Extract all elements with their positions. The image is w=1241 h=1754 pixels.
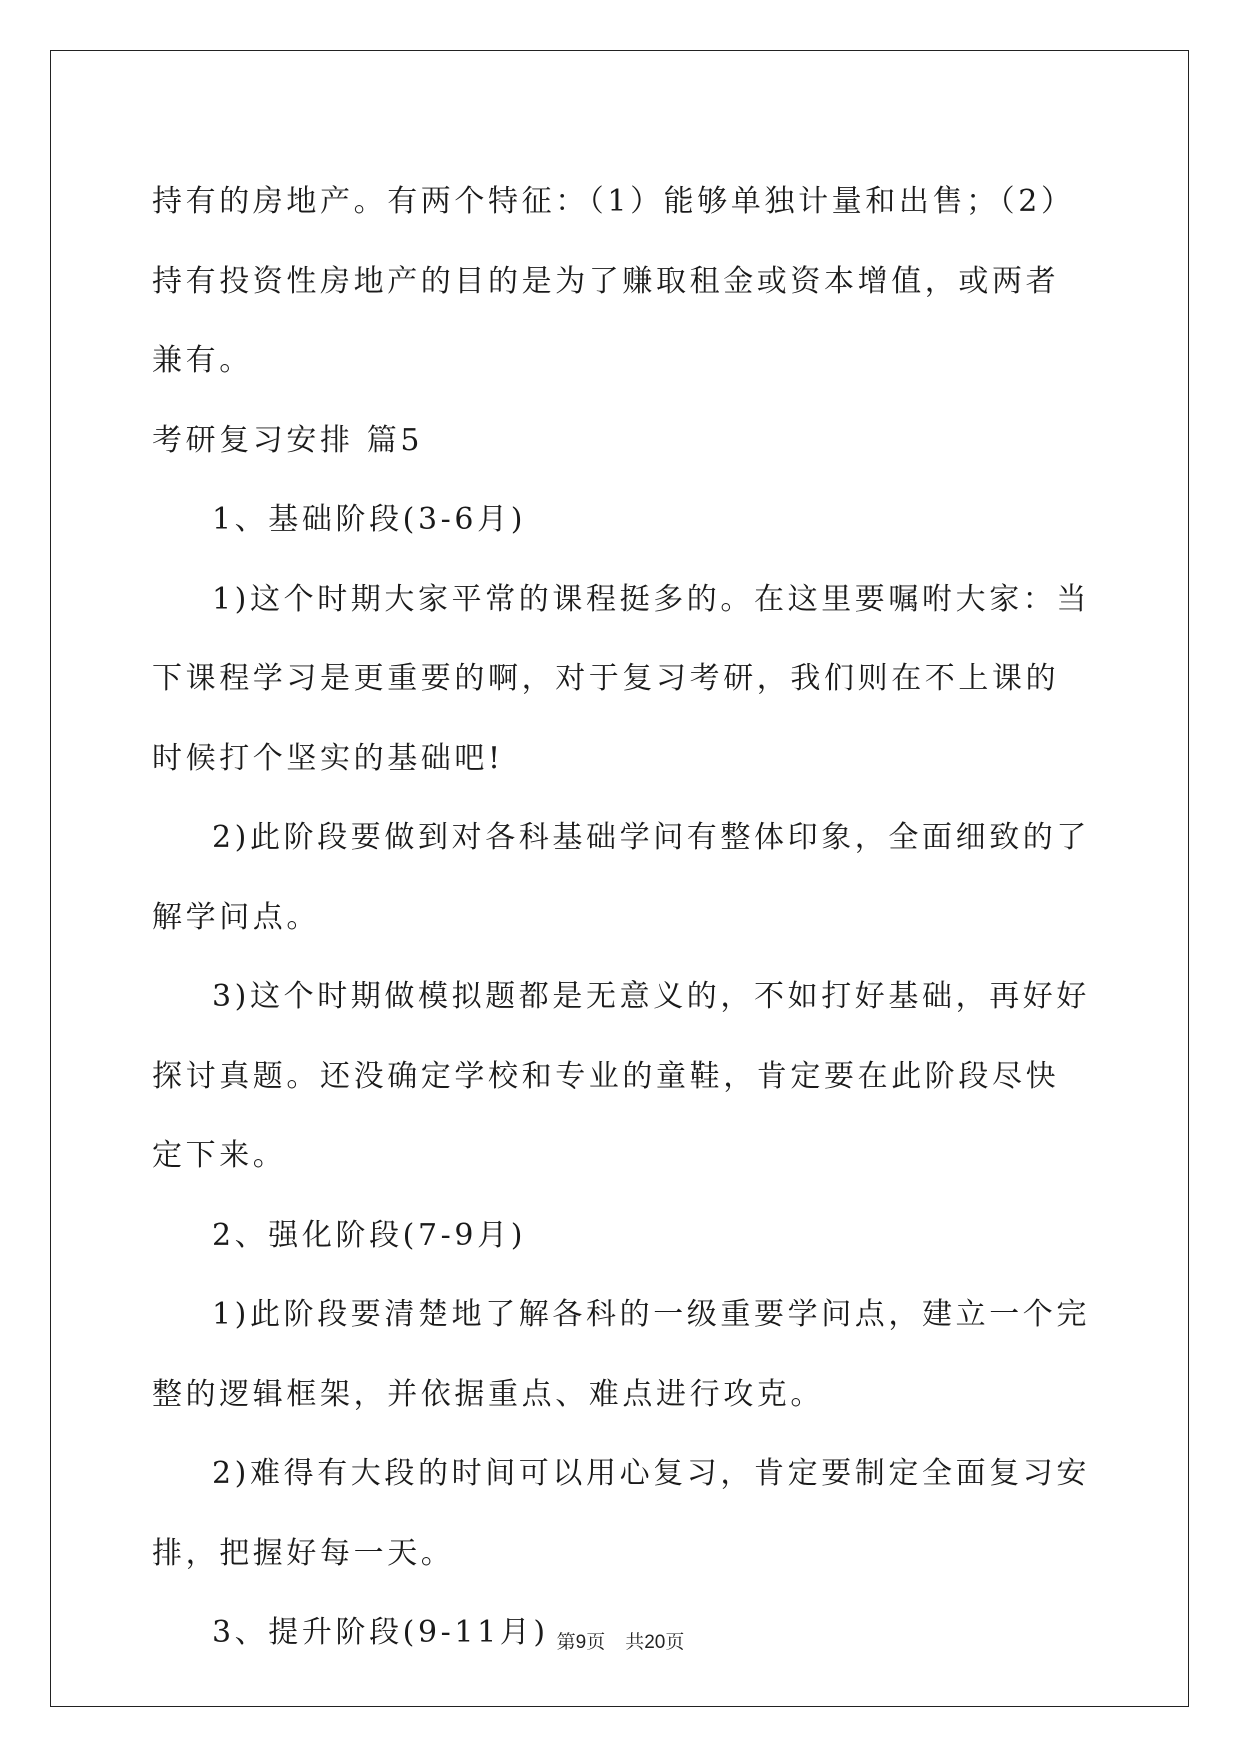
footer-prefix: 第 xyxy=(556,1631,576,1653)
paragraph-strengthen-1: 1)此阶段要清楚地了解各科的一级重要学问点，建立一个完整的逻辑框架，并依据重点、难点进行攻克。 xyxy=(152,1297,1090,1412)
footer-page-word: 页 xyxy=(586,1631,606,1653)
current-page-number: 9 xyxy=(575,1632,587,1653)
paragraph-basic-2: 2)此阶段要做到对各科基础学问有整体印象，全面细致的了解学问点。 xyxy=(152,820,1090,935)
stage-heading-improve: 3、提升阶段(9-11月) xyxy=(212,1615,549,1650)
paragraph-basic-3: 3)这个时期做模拟题都是无意义的，不如打好基础，再好好探讨真题。还没确定学校和专业的童鞋，肯定要在此阶段尽快定下来。 xyxy=(152,979,1090,1173)
paragraph-strengthen-2: 2)难得有大段的时间可以用心复习，肯定要制定全面复习安排，把握好每一天。 xyxy=(152,1456,1090,1571)
footer-total-prefix: 共 xyxy=(625,1631,645,1653)
document-body xyxy=(152,162,1092,1673)
total-page-number: 20 xyxy=(644,1632,666,1653)
footer-total-suffix: 页 xyxy=(665,1631,685,1653)
paragraph-continuation: 持有的房地产。有两个特征：（1）能够单独计量和出售；（2）持有投资性房地产的目的是为了赚取租金或资本增值，或两者兼有。 xyxy=(152,184,1075,378)
stage-heading-strengthen: 2、强化阶段(7-9月) xyxy=(212,1217,527,1253)
page-footer xyxy=(0,1627,1241,1654)
stage-heading-basic: 1、基础阶段(3-6月) xyxy=(212,502,527,537)
section-title: 考研复习安排 篇5 xyxy=(152,422,424,458)
paragraph-basic-1: 1)这个时期大家平常的课程挺多的。在这里要嘱咐大家：当下课程学习是更重要的啊，对于复习考研，我们则在不上课的时候打个坚实的基础吧! xyxy=(152,581,1090,776)
